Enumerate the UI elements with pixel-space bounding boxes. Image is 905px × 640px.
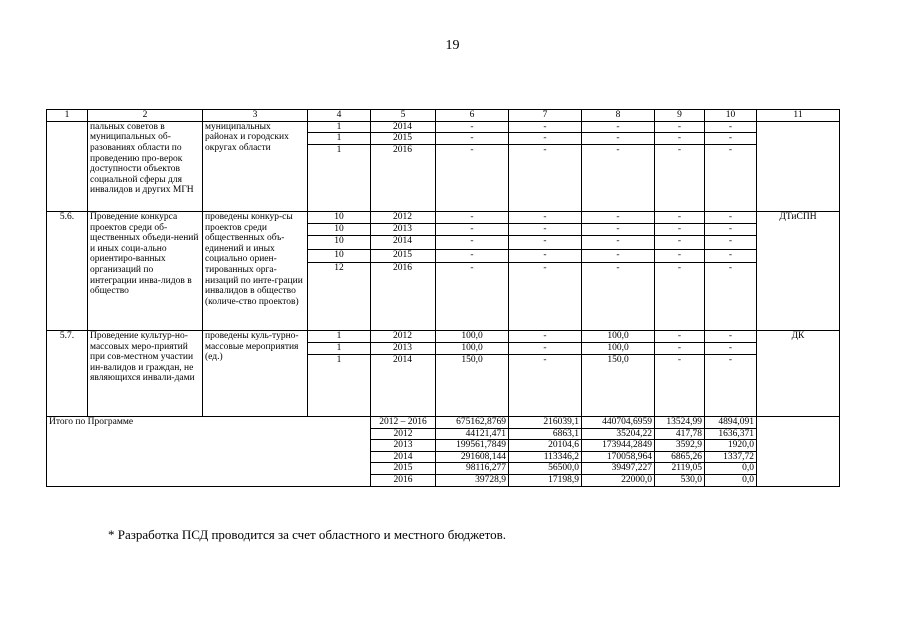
indicator-value: 1 (308, 144, 371, 211)
indicator-value: 1 (308, 330, 371, 342)
indicator-value: 10 (308, 223, 371, 235)
amount-cell: - (705, 133, 757, 145)
column-number: 4 (308, 110, 371, 122)
amount-cell: - (436, 235, 509, 249)
amount-cell: - (509, 223, 582, 235)
amount-cell: 150,0 (582, 354, 655, 416)
year-cell: 2015 (371, 133, 436, 145)
year-cell: 2015 (371, 463, 436, 475)
amount-cell: - (509, 211, 582, 223)
amount-cell: 675162,8769 (436, 416, 509, 428)
amount-cell: - (655, 330, 705, 342)
amount-cell: - (705, 144, 757, 211)
indicator-value: 12 (308, 262, 371, 330)
amount-cell: 22000,0 (582, 475, 655, 487)
year-cell: 2016 (371, 262, 436, 330)
year-cell: 2016 (371, 475, 436, 487)
column-number: 6 (436, 110, 509, 122)
totals-label: Итого по Программе (47, 416, 371, 486)
amount-cell: 4894,091 (705, 416, 757, 428)
amount-cell: - (436, 133, 509, 145)
year-cell: 2012 (371, 330, 436, 342)
amount-cell: 417,78 (655, 428, 705, 440)
amount-cell: - (705, 249, 757, 262)
amount-cell: 17198,9 (509, 475, 582, 487)
column-number: 9 (655, 110, 705, 122)
amount-cell: - (509, 354, 582, 416)
amount-cell: 3592,9 (655, 440, 705, 452)
year-cell: 2012 (371, 211, 436, 223)
year-cell: 2012 (371, 428, 436, 440)
item-number: 5.6. (47, 211, 88, 330)
column-number: 5 (371, 110, 436, 122)
amount-cell: 1920,0 (705, 440, 757, 452)
amount-cell: - (582, 235, 655, 249)
program-table (46, 109, 840, 487)
year-cell: 2015 (371, 249, 436, 262)
indicator-value: 1 (308, 121, 371, 133)
amount-cell: 39497,227 (582, 463, 655, 475)
amount-cell: 113346,2 (509, 451, 582, 463)
measure-indicator: проведены куль-турно-массовые мероприятия (ед.) (203, 330, 308, 416)
column-number: 8 (582, 110, 655, 122)
year-cell: 2016 (371, 144, 436, 211)
year-cell: 2013 (371, 342, 436, 354)
amount-cell: - (509, 144, 582, 211)
year-cell: 2012 – 2016 (371, 416, 436, 428)
amount-cell: 13524,99 (655, 416, 705, 428)
amount-cell: - (705, 262, 757, 330)
amount-cell: 1636,371 (705, 428, 757, 440)
indicator-value: 10 (308, 211, 371, 223)
totals-executor (757, 416, 840, 486)
amount-cell: - (655, 354, 705, 416)
amount-cell: - (582, 249, 655, 262)
amount-cell: - (436, 211, 509, 223)
year-cell: 2013 (371, 223, 436, 235)
amount-cell: 98116,277 (436, 463, 509, 475)
total-row (47, 416, 840, 428)
indicator-value: 10 (308, 235, 371, 249)
item-number: 5.7. (47, 330, 88, 416)
amount-cell: - (582, 121, 655, 133)
amount-cell: - (436, 121, 509, 133)
column-number: 3 (203, 110, 308, 122)
indicator-value: 1 (308, 354, 371, 416)
amount-cell: - (582, 223, 655, 235)
table-row (47, 330, 840, 342)
table-row (47, 121, 840, 133)
amount-cell: 39728,9 (436, 475, 509, 487)
measure-description: Проведение конкурса проектов среди об-щественных объеди-нений и иных соци-ально ориентиро-ванных организаций по интеграции инва-лидов в общество (88, 211, 203, 330)
indicator-value: 1 (308, 133, 371, 145)
amount-cell: 199561,7849 (436, 440, 509, 452)
amount-cell: 35204,22 (582, 428, 655, 440)
amount-cell: 530,0 (655, 475, 705, 487)
amount-cell: 150,0 (436, 354, 509, 416)
amount-cell: 20104,6 (509, 440, 582, 452)
amount-cell: - (436, 249, 509, 262)
amount-cell: - (509, 235, 582, 249)
amount-cell: 173944,2849 (582, 440, 655, 452)
amount-cell: - (705, 330, 757, 342)
amount-cell: 100,0 (436, 342, 509, 354)
amount-cell: 170058,964 (582, 451, 655, 463)
amount-cell: 56500,0 (509, 463, 582, 475)
amount-cell: - (655, 121, 705, 133)
amount-cell: - (509, 342, 582, 354)
measure-description: Проведение культур-но-массовых меро-приятий при сов-местном участии ин-валидов и граждан, не являющихся инвали-дами (88, 330, 203, 416)
amount-cell: 6863,1 (509, 428, 582, 440)
amount-cell: - (705, 211, 757, 223)
amount-cell: - (705, 121, 757, 133)
year-cell: 2014 (371, 354, 436, 416)
column-number-row (47, 110, 840, 122)
amount-cell: - (705, 235, 757, 249)
amount-cell: 0,0 (705, 475, 757, 487)
column-number: 1 (47, 110, 88, 122)
amount-cell: - (509, 121, 582, 133)
amount-cell: 2119,05 (655, 463, 705, 475)
amount-cell: - (655, 262, 705, 330)
column-number: 10 (705, 110, 757, 122)
column-number: 2 (88, 110, 203, 122)
page-number: 19 (445, 38, 460, 53)
amount-cell: - (509, 133, 582, 145)
amount-cell: 6865,26 (655, 451, 705, 463)
amount-cell: - (509, 249, 582, 262)
amount-cell: 440704,6959 (582, 416, 655, 428)
amount-cell: - (655, 249, 705, 262)
amount-cell: - (655, 223, 705, 235)
year-cell: 2014 (371, 235, 436, 249)
amount-cell: - (436, 262, 509, 330)
amount-cell: - (655, 235, 705, 249)
amount-cell: - (655, 342, 705, 354)
amount-cell: - (655, 144, 705, 211)
amount-cell: - (582, 262, 655, 330)
indicator-value: 10 (308, 249, 371, 262)
amount-cell: - (655, 133, 705, 145)
indicator-value: 1 (308, 342, 371, 354)
amount-cell: - (509, 330, 582, 342)
amount-cell: 100,0 (582, 342, 655, 354)
amount-cell: - (582, 133, 655, 145)
executor-cell: ДТиСПН (757, 211, 840, 330)
amount-cell: - (582, 144, 655, 211)
executor-cell: ДК (757, 330, 840, 416)
year-cell: 2014 (371, 121, 436, 133)
amount-cell: - (655, 211, 705, 223)
item-number (47, 121, 88, 211)
amount-cell: - (436, 144, 509, 211)
measure-indicator: проведены конкур-сы проектов среди общественных объ-единений и иных социально ориен-тированных орга-низаций по инте-грации инвалидов в общество (количе-ство проектов) (203, 211, 308, 330)
amount-cell: 0,0 (705, 463, 757, 475)
year-cell: 2013 (371, 440, 436, 452)
amount-cell: - (509, 262, 582, 330)
amount-cell: 291608,144 (436, 451, 509, 463)
amount-cell: 100,0 (436, 330, 509, 342)
measure-description: пальных советов в муниципальных об-разованиях области по проведению про-верок доступности объектов социальной сферы для инвалидов и других МГН (88, 121, 203, 211)
amount-cell: - (582, 211, 655, 223)
amount-cell: - (705, 354, 757, 416)
amount-cell: - (705, 342, 757, 354)
amount-cell: 44121,471 (436, 428, 509, 440)
column-number: 7 (509, 110, 582, 122)
amount-cell: 216039,1 (509, 416, 582, 428)
amount-cell: - (705, 223, 757, 235)
year-cell: 2014 (371, 451, 436, 463)
amount-cell: 100,0 (582, 330, 655, 342)
table-row (47, 211, 840, 223)
amount-cell: 1337,72 (705, 451, 757, 463)
column-number: 11 (757, 110, 840, 122)
measure-indicator: муниципальных районах и городских округах области (203, 121, 308, 211)
amount-cell: - (436, 223, 509, 235)
executor-cell (757, 121, 840, 211)
footnote: * Разработка ПСД проводится за счет областного и местного бюджетов. (108, 527, 507, 542)
